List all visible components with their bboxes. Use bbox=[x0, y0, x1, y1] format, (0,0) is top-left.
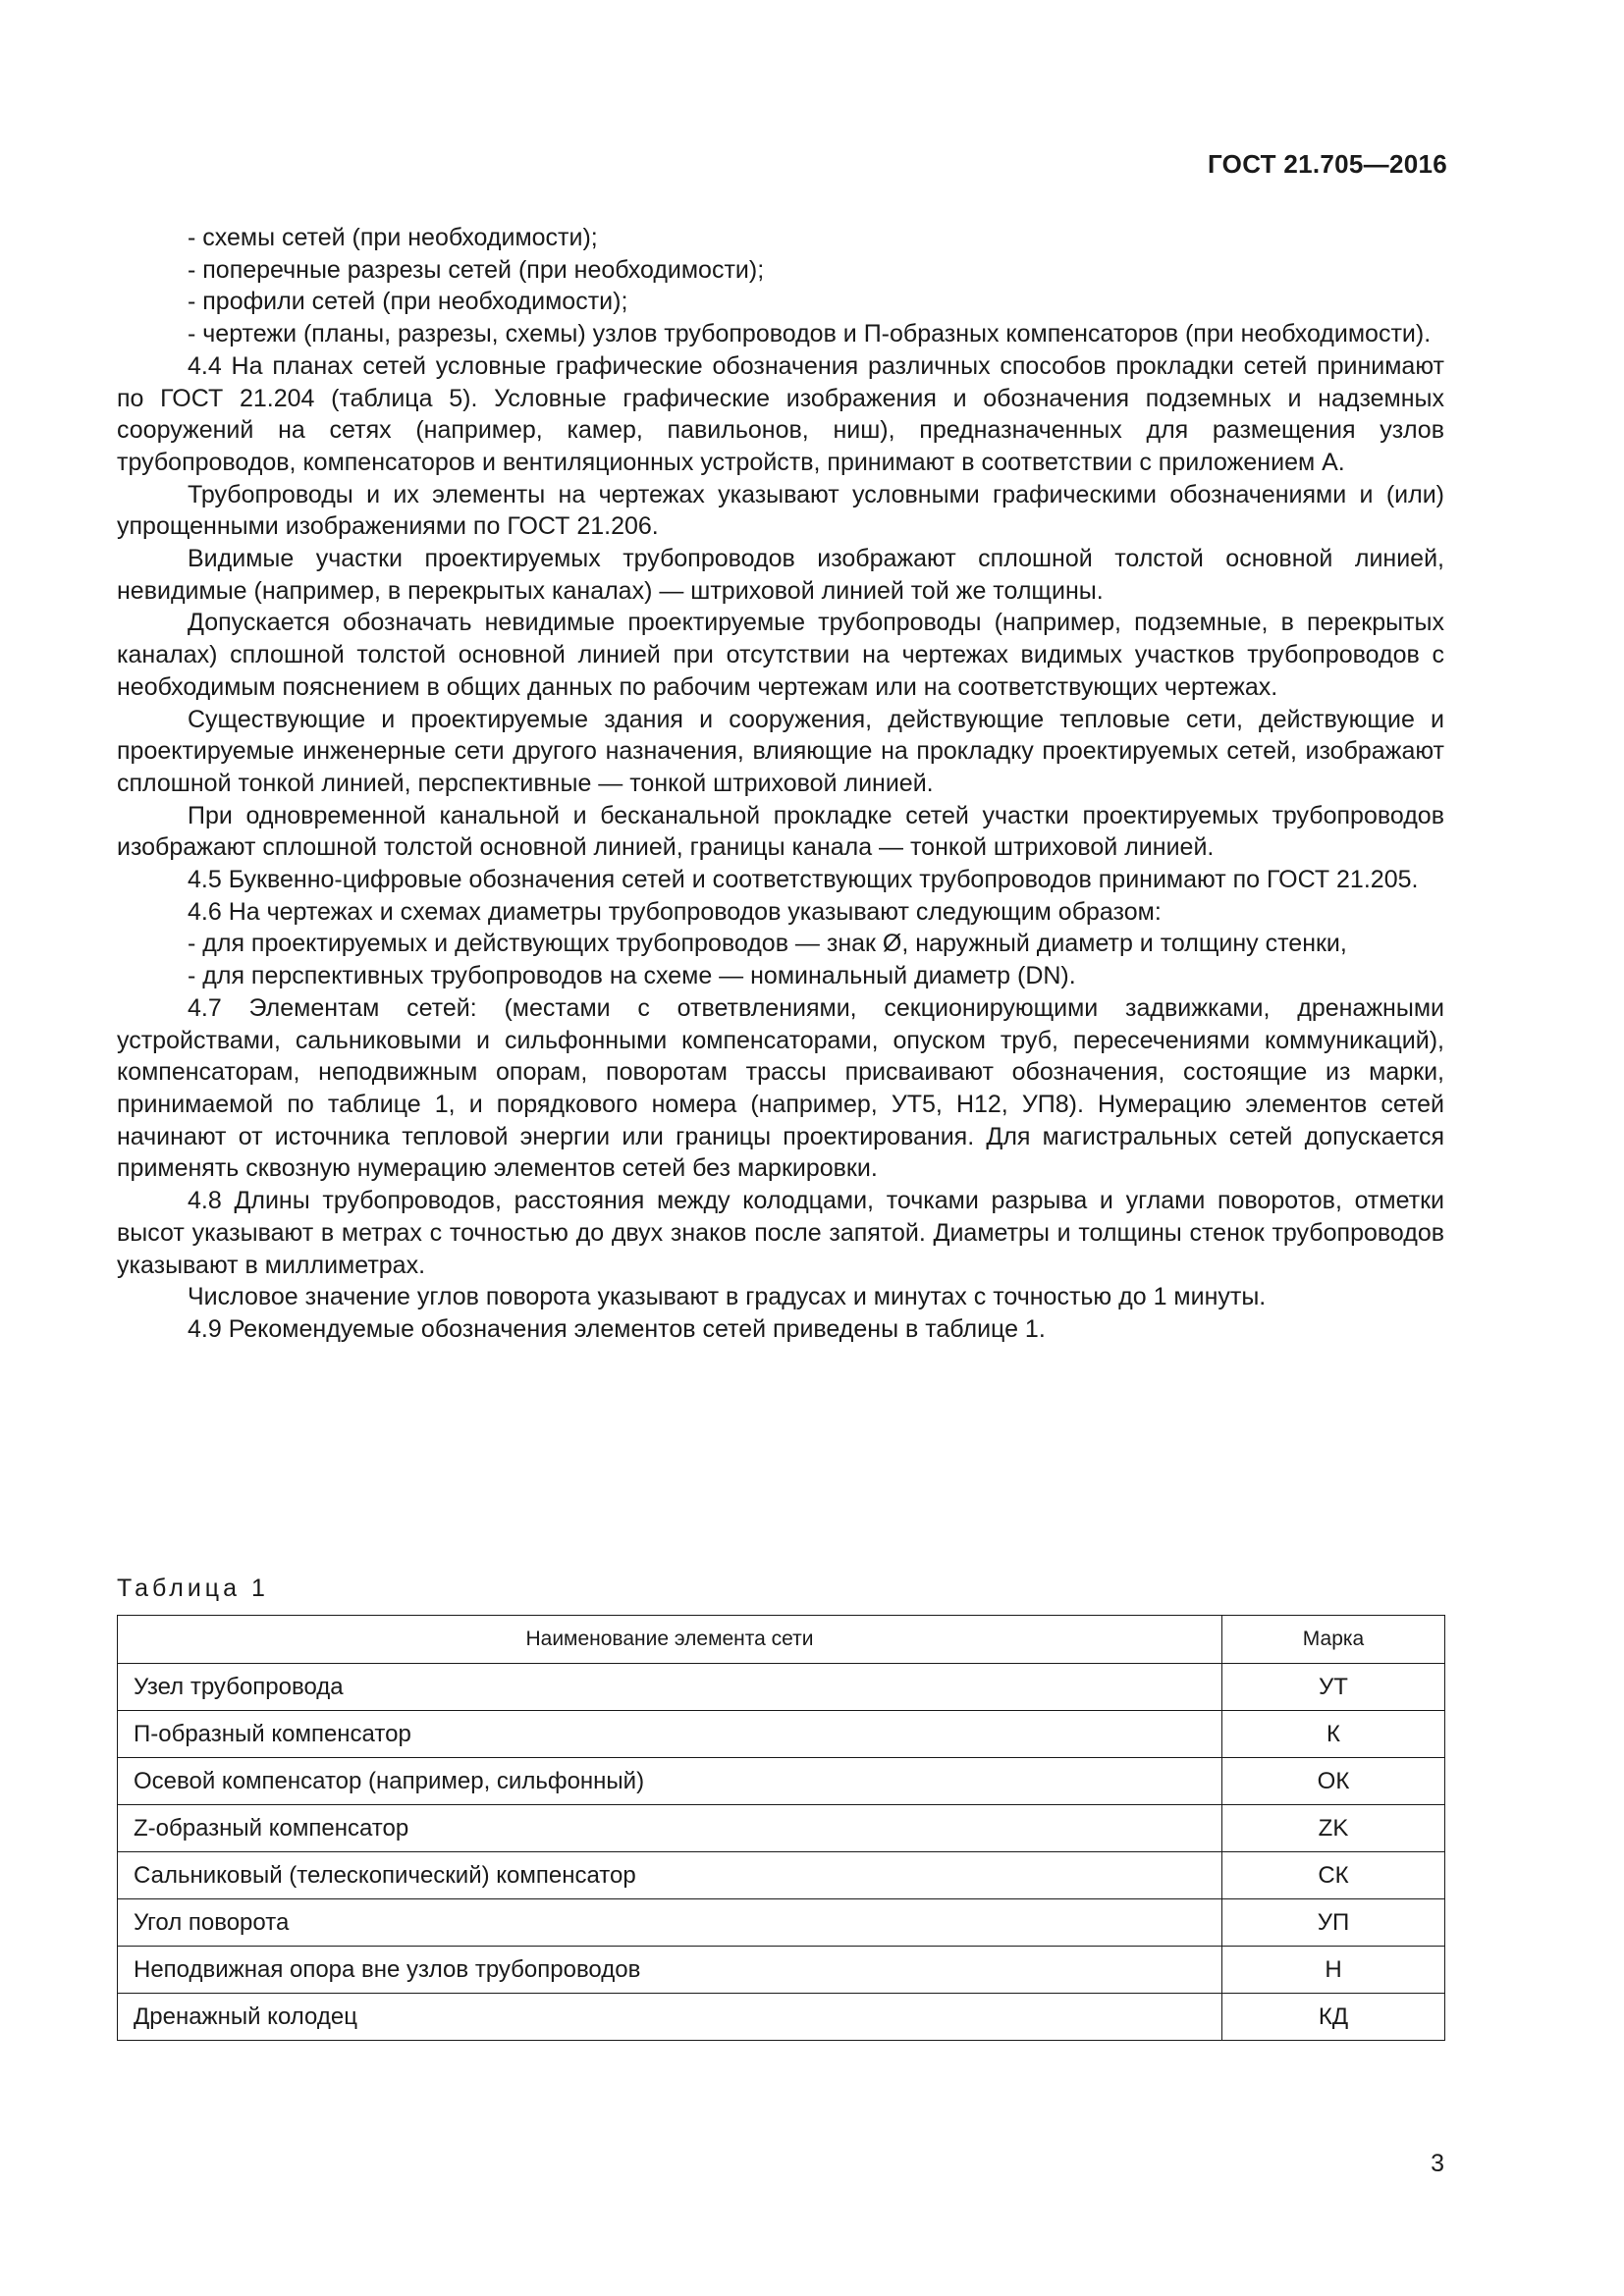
paragraph: 4.7 Элементам сетей: (местами с ответвлениями, секционирующими задвижками, дренажными устройствами, сальниковыми и сильфонными компенсаторами, опуском труб, пересечениями коммуникаций), компенсаторам, неподвижным опорам, поворотам трассы присваивают обозначения, состоящие из марки, принимаемой по таблице 1, и порядкового номера (например, УТ5, Н12, УП8). Нумерацию элементов сетей начинают от источника тепловой энергии или границы проектирования. Для магистральных сетей допускается применять сквозную нумерацию элементов сетей без маркировки. bbox=[117, 993, 1444, 1183]
element-mark-cell: К bbox=[1222, 1711, 1445, 1758]
paragraph: Видимые участки проектируемых трубопроводов изображают сплошной толстой основной линией, невидимые (например, в перекрытых каналах) — штриховой линией той же толщины. bbox=[117, 545, 1444, 605]
document-id-header: ГОСТ 21.705—2016 bbox=[1207, 149, 1447, 179]
element-name-cell: Дренажный колодец bbox=[118, 1994, 1222, 2041]
table-row bbox=[118, 1994, 1445, 2041]
paragraph: - для проектируемых и действующих трубопроводов — знак Ø, наружный диаметр и толщину стенки, bbox=[188, 930, 1347, 958]
element-name-cell: П-образный компенсатор bbox=[118, 1711, 1222, 1758]
table-row bbox=[118, 1758, 1445, 1805]
element-mark-cell: КД bbox=[1222, 1994, 1445, 2041]
paragraph: - поперечные разрезы сетей (при необходимости); bbox=[188, 255, 765, 284]
paragraph: - чертежи (планы, разрезы, схемы) узлов трубопроводов и П-образных компенсаторов (при необходимости). bbox=[188, 320, 1432, 348]
column-header-name: Наименование элемента сети bbox=[118, 1616, 1222, 1664]
paragraph: 4.5 Буквенно-цифровые обозначения сетей и соответствующих трубопроводов принимают по ГОСТ 21.205. bbox=[188, 866, 1419, 894]
paragraph: 4.8 Длины трубопроводов, расстояния между колодцами, точками разрыва и углами поворотов, отметки высот указывают в метрах с точностью до двух знаков после запятой. Диаметры и толщины стенок трубопроводов указывают в миллиметрах. bbox=[117, 1187, 1444, 1279]
paragraph: Числовое значение углов поворота указывают в градусах и минутах с точностью до 1 минуты. bbox=[188, 1283, 1267, 1311]
table-caption: Таблица 1 bbox=[117, 1575, 269, 1602]
table-row bbox=[118, 1805, 1445, 1852]
paragraph: - схемы сетей (при необходимости); bbox=[188, 224, 598, 251]
element-mark-cell: УТ bbox=[1222, 1664, 1445, 1711]
table-row bbox=[118, 1947, 1445, 1994]
paragraph: При одновременной канальной и бесканальной прокладке сетей участки проектируемых трубопроводов изображают сплошной толстой основной линией, границы канала — тонкой штриховой линией. bbox=[117, 801, 1444, 862]
paragraph: Трубопроводы и их элементы на чертежах указывают условными графическими обозначениями и (или) упрощенными изображениями по ГОСТ 21.206. bbox=[117, 480, 1444, 541]
paragraph: 4.4 На планах сетей условные графические обозначения различных способов прокладки сетей принимают по ГОСТ 21.204 (таблица 5). Условные графические изображения и обозначения подземных и надземных сооружений на сетях (например, камер, павильонов, ниш), предназначенных для размещения узлов трубопроводов, компенсаторов и вентиляционных устройств, принимают в соответствии с приложением А. bbox=[117, 351, 1444, 476]
element-name-cell: Неподвижная опора вне узлов трубопроводов bbox=[118, 1947, 1222, 1994]
table-row bbox=[118, 1852, 1445, 1899]
paragraph: 4.9 Рекомендуемые обозначения элементов сетей приведены в таблице 1. bbox=[188, 1314, 1046, 1343]
table-row bbox=[118, 1899, 1445, 1947]
element-mark-cell: ZK bbox=[1222, 1805, 1445, 1852]
element-name-cell: Z-образный компенсатор bbox=[118, 1805, 1222, 1852]
paragraph: Существующие и проектируемые здания и сооружения, действующие тепловые сети, действующие и проектируемые инженерные сети другого назначения, влияющие на прокладку проектируемых сетей, изображают сплошной тонкой линией, перспективные — тонкой штриховой линией. bbox=[117, 705, 1444, 797]
table-header-row bbox=[118, 1616, 1445, 1664]
element-mark-cell: УП bbox=[1222, 1899, 1445, 1947]
element-name-cell: Сальниковый (телескопический) компенсатор bbox=[118, 1852, 1222, 1899]
paragraph: - профили сетей (при необходимости); bbox=[188, 288, 628, 316]
element-mark-cell: СК bbox=[1222, 1852, 1445, 1899]
body-text bbox=[117, 222, 1444, 1346]
element-name-cell: Узел трубопровода bbox=[118, 1664, 1222, 1711]
network-elements-table bbox=[117, 1615, 1445, 2041]
element-name-cell: Осевой компенсатор (например, сильфонный) bbox=[118, 1758, 1222, 1805]
element-mark-cell: Н bbox=[1222, 1947, 1445, 1994]
column-header-mark: Марка bbox=[1222, 1616, 1445, 1664]
table-row bbox=[118, 1711, 1445, 1758]
paragraph: 4.6 На чертежах и схемах диаметры трубопроводов указывают следующим образом: bbox=[188, 897, 1162, 926]
page-number: 3 bbox=[1431, 2150, 1444, 2177]
element-mark-cell: ОК bbox=[1222, 1758, 1445, 1805]
paragraph: - для перспективных трубопроводов на схеме — номинальный диаметр (DN). bbox=[188, 962, 1076, 990]
paragraph: Допускается обозначать невидимые проектируемые трубопроводы (например, подземные, в перекрытых каналах) сплошной толстой основной линией при отсутствии на чертежах видимых участков трубопроводов с необходимым пояснением в общих данных по рабочим чертежам или на соответствующих чертежах. bbox=[117, 609, 1444, 701]
element-name-cell: Угол поворота bbox=[118, 1899, 1222, 1947]
table-row bbox=[118, 1664, 1445, 1711]
